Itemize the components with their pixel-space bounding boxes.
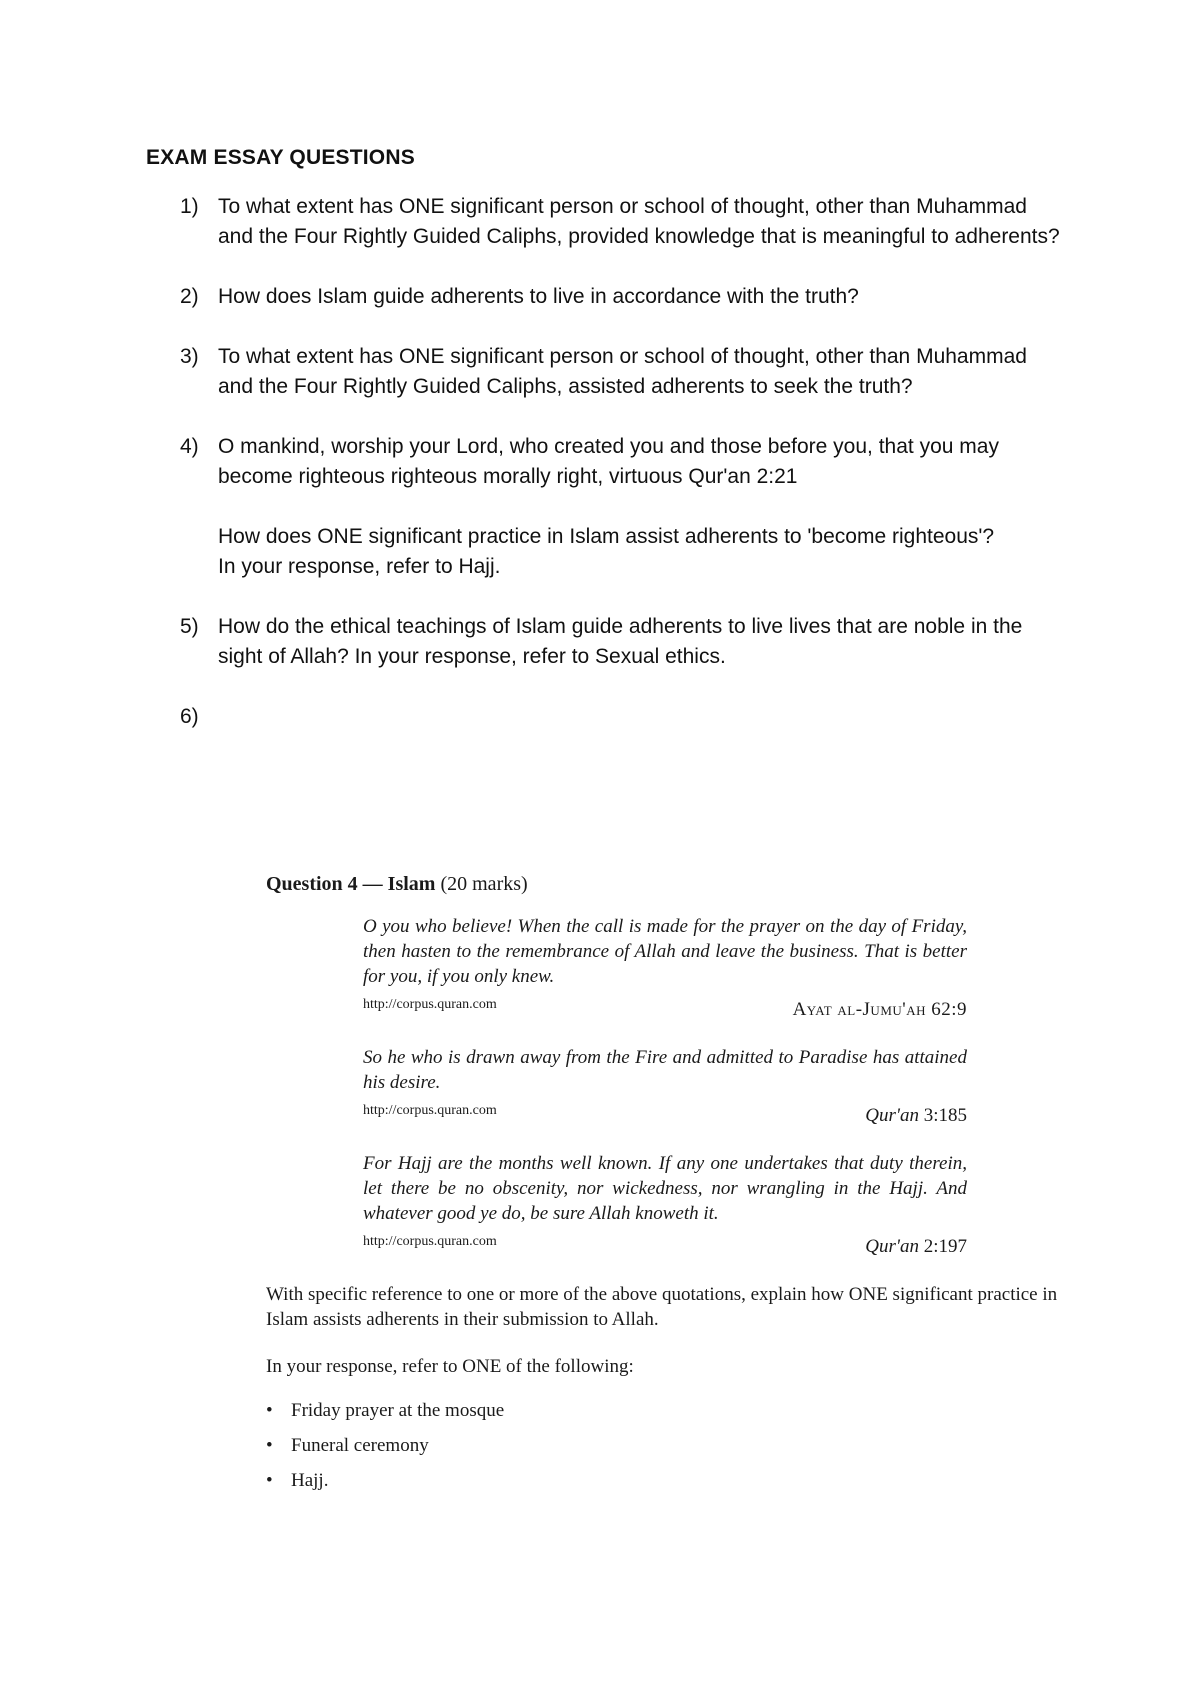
excerpt-heading-marks: (20 marks) bbox=[440, 873, 528, 895]
question-number: 6) bbox=[180, 705, 199, 728]
quotations bbox=[363, 914, 967, 1266]
bullet-icon: • bbox=[266, 1470, 273, 1491]
question-quote: O mankind, worship your Lord, who created you and those before you, that you may become righteous righteous morally right, virtuous Qur'an 2:21 bbox=[218, 435, 999, 488]
quotation-citation bbox=[363, 995, 967, 1029]
excerpt-instruction-options: In your response, refer to ONE of the following: bbox=[266, 1356, 634, 1377]
list-item: • Funeral ceremony bbox=[266, 1435, 429, 1456]
excerpt-heading bbox=[266, 873, 1086, 896]
question-5 bbox=[146, 612, 1066, 672]
question-text: How does Islam guide adherents to live in accordance with the truth? bbox=[218, 285, 859, 308]
question-4 bbox=[146, 432, 1066, 582]
question-number: 3) bbox=[180, 345, 199, 368]
question-2 bbox=[146, 282, 1066, 312]
question-list bbox=[146, 192, 1066, 728]
question-prompt: How does ONE significant practice in Islam assist adherents to 'become righteous'? bbox=[218, 525, 995, 548]
bullet-icon: • bbox=[266, 1435, 273, 1456]
page-title: EXAM ESSAY QUESTIONS bbox=[146, 146, 415, 169]
question-3 bbox=[146, 342, 1066, 402]
question-number: 4) bbox=[180, 435, 199, 458]
option-list bbox=[266, 1400, 1086, 1505]
citation-reference: Qur'an 2:197 bbox=[865, 1236, 967, 1257]
list-item: • Hajj. bbox=[266, 1470, 329, 1491]
citation-reference: Qur'an 3:185 bbox=[865, 1105, 967, 1126]
quotation-text: So he who is drawn away from the Fire and admitted to Paradise has attained his desire. bbox=[363, 1047, 967, 1093]
question-text: How do the ethical teachings of Islam guide adherents to live lives that are noble in the sight of Allah? In your response, refer to Sexual ethics. bbox=[218, 615, 1023, 668]
excerpt-instruction: With specific reference to one or more of the above quotations, explain how ONE significant practice in Islam assists adherents in their submission to Allah. bbox=[266, 1284, 1058, 1330]
excerpt-heading-title: Question 4 — Islam bbox=[266, 873, 436, 895]
citation-url: http://corpus.quran.com bbox=[363, 997, 497, 1012]
question-text: To what extent has ONE significant person or school of thought, other than Muhammad and the Four Rightly Guided Caliphs, provided knowledge that is meaningful to adherents? bbox=[218, 195, 1060, 248]
quotation-citation bbox=[363, 1232, 967, 1266]
question-number: 1) bbox=[180, 195, 199, 218]
question-instruction: In your response, refer to Hajj. bbox=[218, 555, 501, 578]
bullet-icon: • bbox=[266, 1400, 273, 1421]
quotation-text: For Hajj are the months well known. If any one undertakes that duty therein, let there be no obscenity, nor wickedness, nor wrangling in the Hajj. And whatever good ye do, be sure Allah knoweth it. bbox=[363, 1153, 967, 1224]
citation-reference: Ayat al-Jumu'ah 62:9 bbox=[792, 999, 967, 1020]
list-item: • Friday prayer at the mosque bbox=[266, 1400, 505, 1421]
quotation-citation bbox=[363, 1101, 967, 1135]
question-number: 2) bbox=[180, 285, 199, 308]
quotation-text: O you who believe! When the call is made for the prayer on the day of Friday, then hasten to the remembrance of Allah and leave the business. That is better for you, if you only knew. bbox=[363, 916, 967, 987]
question-text: To what extent has ONE significant person or school of thought, other than Muhammad and the Four Rightly Guided Caliphs, assisted adherents to seek the truth? bbox=[218, 345, 1027, 398]
citation-url: http://corpus.quran.com bbox=[363, 1103, 497, 1118]
question-number: 5) bbox=[180, 615, 199, 638]
question-1 bbox=[146, 192, 1066, 252]
citation-url: http://corpus.quran.com bbox=[363, 1234, 497, 1249]
scanned-exam-excerpt bbox=[266, 873, 1086, 1505]
